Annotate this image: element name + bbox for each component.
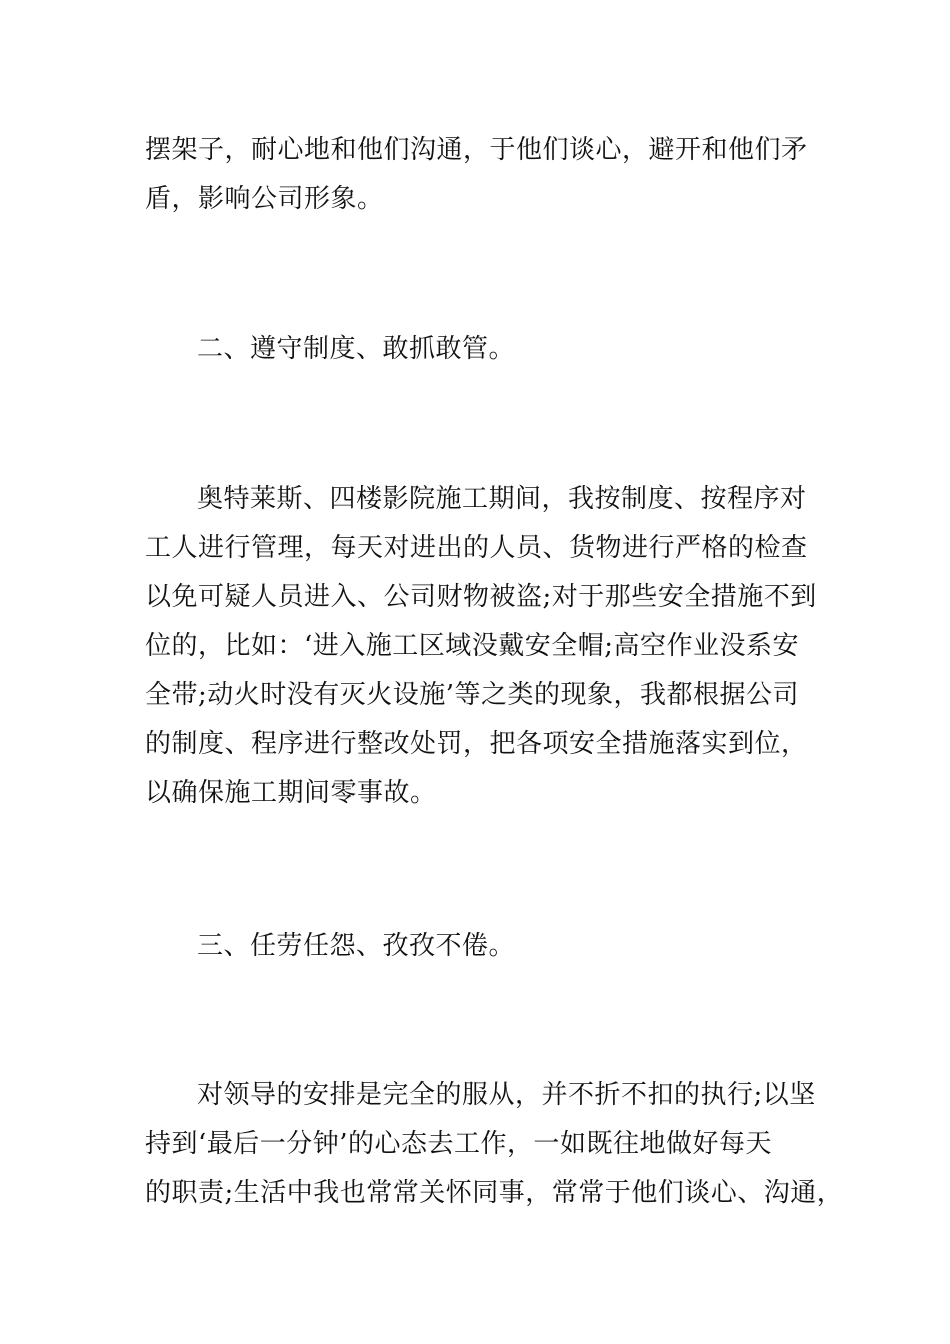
body-paragraph-safety	[145, 475, 825, 818]
paragraph-line: 全带;动火时没有灭火设施’等之类的现象，我都根据公司	[145, 680, 800, 710]
paragraph-line: 奥特莱斯、四楼影院施工期间，我按制度、按程序对	[197, 484, 807, 514]
paragraph-line: 位的，比如：‘进入施工区域没戴安全帽;高空作业没系安	[145, 631, 800, 661]
paragraph-line: 盾，影响公司形象。	[145, 184, 384, 214]
body-paragraph-diligence	[145, 1071, 844, 1218]
heading-text: 三、任劳任怨、孜孜不倦。	[197, 931, 516, 961]
section-heading-2	[145, 325, 825, 374]
body-paragraph-continuation	[145, 126, 825, 224]
paragraph-line: 的职责;生活中我也常常关怀同事，常常于他们谈心、沟通，	[145, 1178, 844, 1208]
paragraph-line: 摆架子，耐心地和他们沟通，于他们谈心，避开和他们矛	[145, 135, 808, 165]
section-heading-3	[145, 922, 825, 971]
paragraph-line: 的制度、程序进行整改处罚，把各项安全措施落实到位，	[145, 729, 808, 759]
paragraph-line: 以确保施工期间零事故。	[145, 778, 437, 808]
paragraph-line: 持到‘最后一分钟’的心态去工作，一如既往地做好每天	[145, 1129, 773, 1159]
heading-text: 二、遵守制度、敢抓敢管。	[197, 334, 516, 364]
paragraph-line: 工人进行管理，每天对进出的人员、货物进行严格的检查	[145, 533, 808, 563]
paragraph-line: 以免可疑人员进入、公司财物被盗;对于那些安全措施不到	[145, 582, 817, 612]
paragraph-line: 对领导的安排是完全的服从，并不折不扣的执行;以坚	[197, 1080, 816, 1110]
